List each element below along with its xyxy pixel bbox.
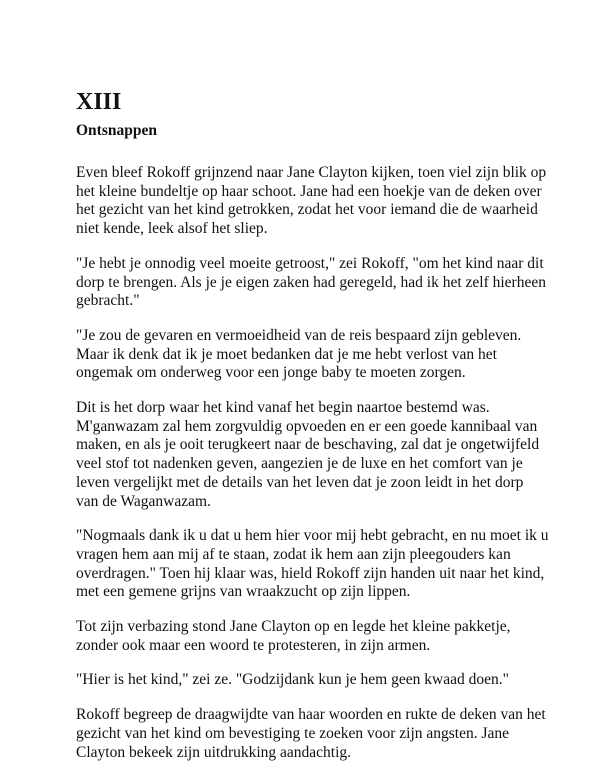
text-line: niet kende, leek alsof het sliep. — [76, 220, 268, 238]
chapter-title: Ontsnappen — [76, 122, 157, 139]
paragraph — [76, 399, 576, 511]
text-line: Dit is het dorp waar het kind vanaf het begin naartoe bestemd was. — [76, 399, 490, 417]
text-line: overdragen." Toen hij klaar was, hield Rokoff zijn handen uit naar het kind, — [76, 564, 545, 582]
text-line: "Je hebt je onnodig veel moeite getroost," zei Rokoff, "om het kind naar dit — [76, 254, 544, 272]
paragraph — [76, 164, 576, 239]
paragraph — [76, 255, 576, 311]
chapter-body — [76, 164, 576, 778]
paragraph — [76, 618, 576, 655]
text-line: Clayton bekeek zijn uitdrukking aandachtig. — [76, 743, 352, 761]
text-line: maken, en als je ooit terugkeert naar de beschaving, zal dat je ongetwijfeld — [76, 436, 540, 454]
text-line: zonder ook maar een woord te protesteren, in zijn armen. — [76, 636, 431, 654]
text-line: leven vergelijkt met de details van het leven dat je zoon leidt in het dorp — [76, 473, 524, 491]
text-line: M'ganwazam zal hem zorgvuldig opvoeden en er een goede kannibaal van — [76, 417, 538, 435]
text-line: met een gemene grijns van wraakzucht op zijn lippen. — [76, 583, 411, 601]
paragraph — [76, 671, 576, 690]
paragraph — [76, 527, 576, 602]
text-line: Even bleef Rokoff grijnzend naar Jane Clayton kijken, toen viel zijn blik op — [76, 164, 547, 181]
text-line: Rokoff begreep de draagwijdte van haar woorden en rukte de deken van het — [76, 706, 546, 724]
text-line: het kleine bundeltje op haar schoot. Jane had een hoekje van de deken over — [76, 182, 542, 200]
text-line: ongemak om onderweg voor een jonge baby te moeten zorgen. — [76, 364, 466, 382]
text-line: veel stof tot nadenken geven, aangezien je de luxe en het comfort van je — [76, 455, 523, 473]
paragraph — [76, 706, 576, 762]
text-line: gezicht van het kind om bevestiging te zoeken voor zijn angsten. Jane — [76, 724, 510, 742]
text-line: het gezicht van het kind getrokken, zodat het voor iemand die de waarheid — [76, 201, 538, 219]
text-line: vragen hem aan mij af te staan, zodat ik hem aan zijn pleegouders kan — [76, 545, 511, 563]
text-line: "Je zou de gevaren en vermoeidheid van de reis bespaard zijn gebleven. — [76, 326, 522, 344]
text-line: Maar ik denk dat ik je moet bedanken dat je me hebt verlost van het — [76, 345, 497, 363]
text-line: dorp te brengen. Als je je eigen zaken had geregeld, had ik het zelf hierheen — [76, 273, 546, 291]
text-line: van de Waganwazam. — [76, 492, 211, 510]
text-line: Tot zijn verbazing stond Jane Clayton op en legde het kleine pakketje, — [76, 618, 511, 636]
text-line: "Nogmaals dank ik u dat u hem hier voor mij hebt gebracht, en nu moet ik u — [76, 527, 549, 545]
paragraph — [76, 327, 576, 383]
chapter-number: XIII — [76, 89, 122, 115]
text-line: "Hier is het kind," zei ze. "Godzijdank kun je hem geen kwaad doen." — [76, 671, 509, 689]
text-line: gebracht." — [76, 292, 140, 310]
